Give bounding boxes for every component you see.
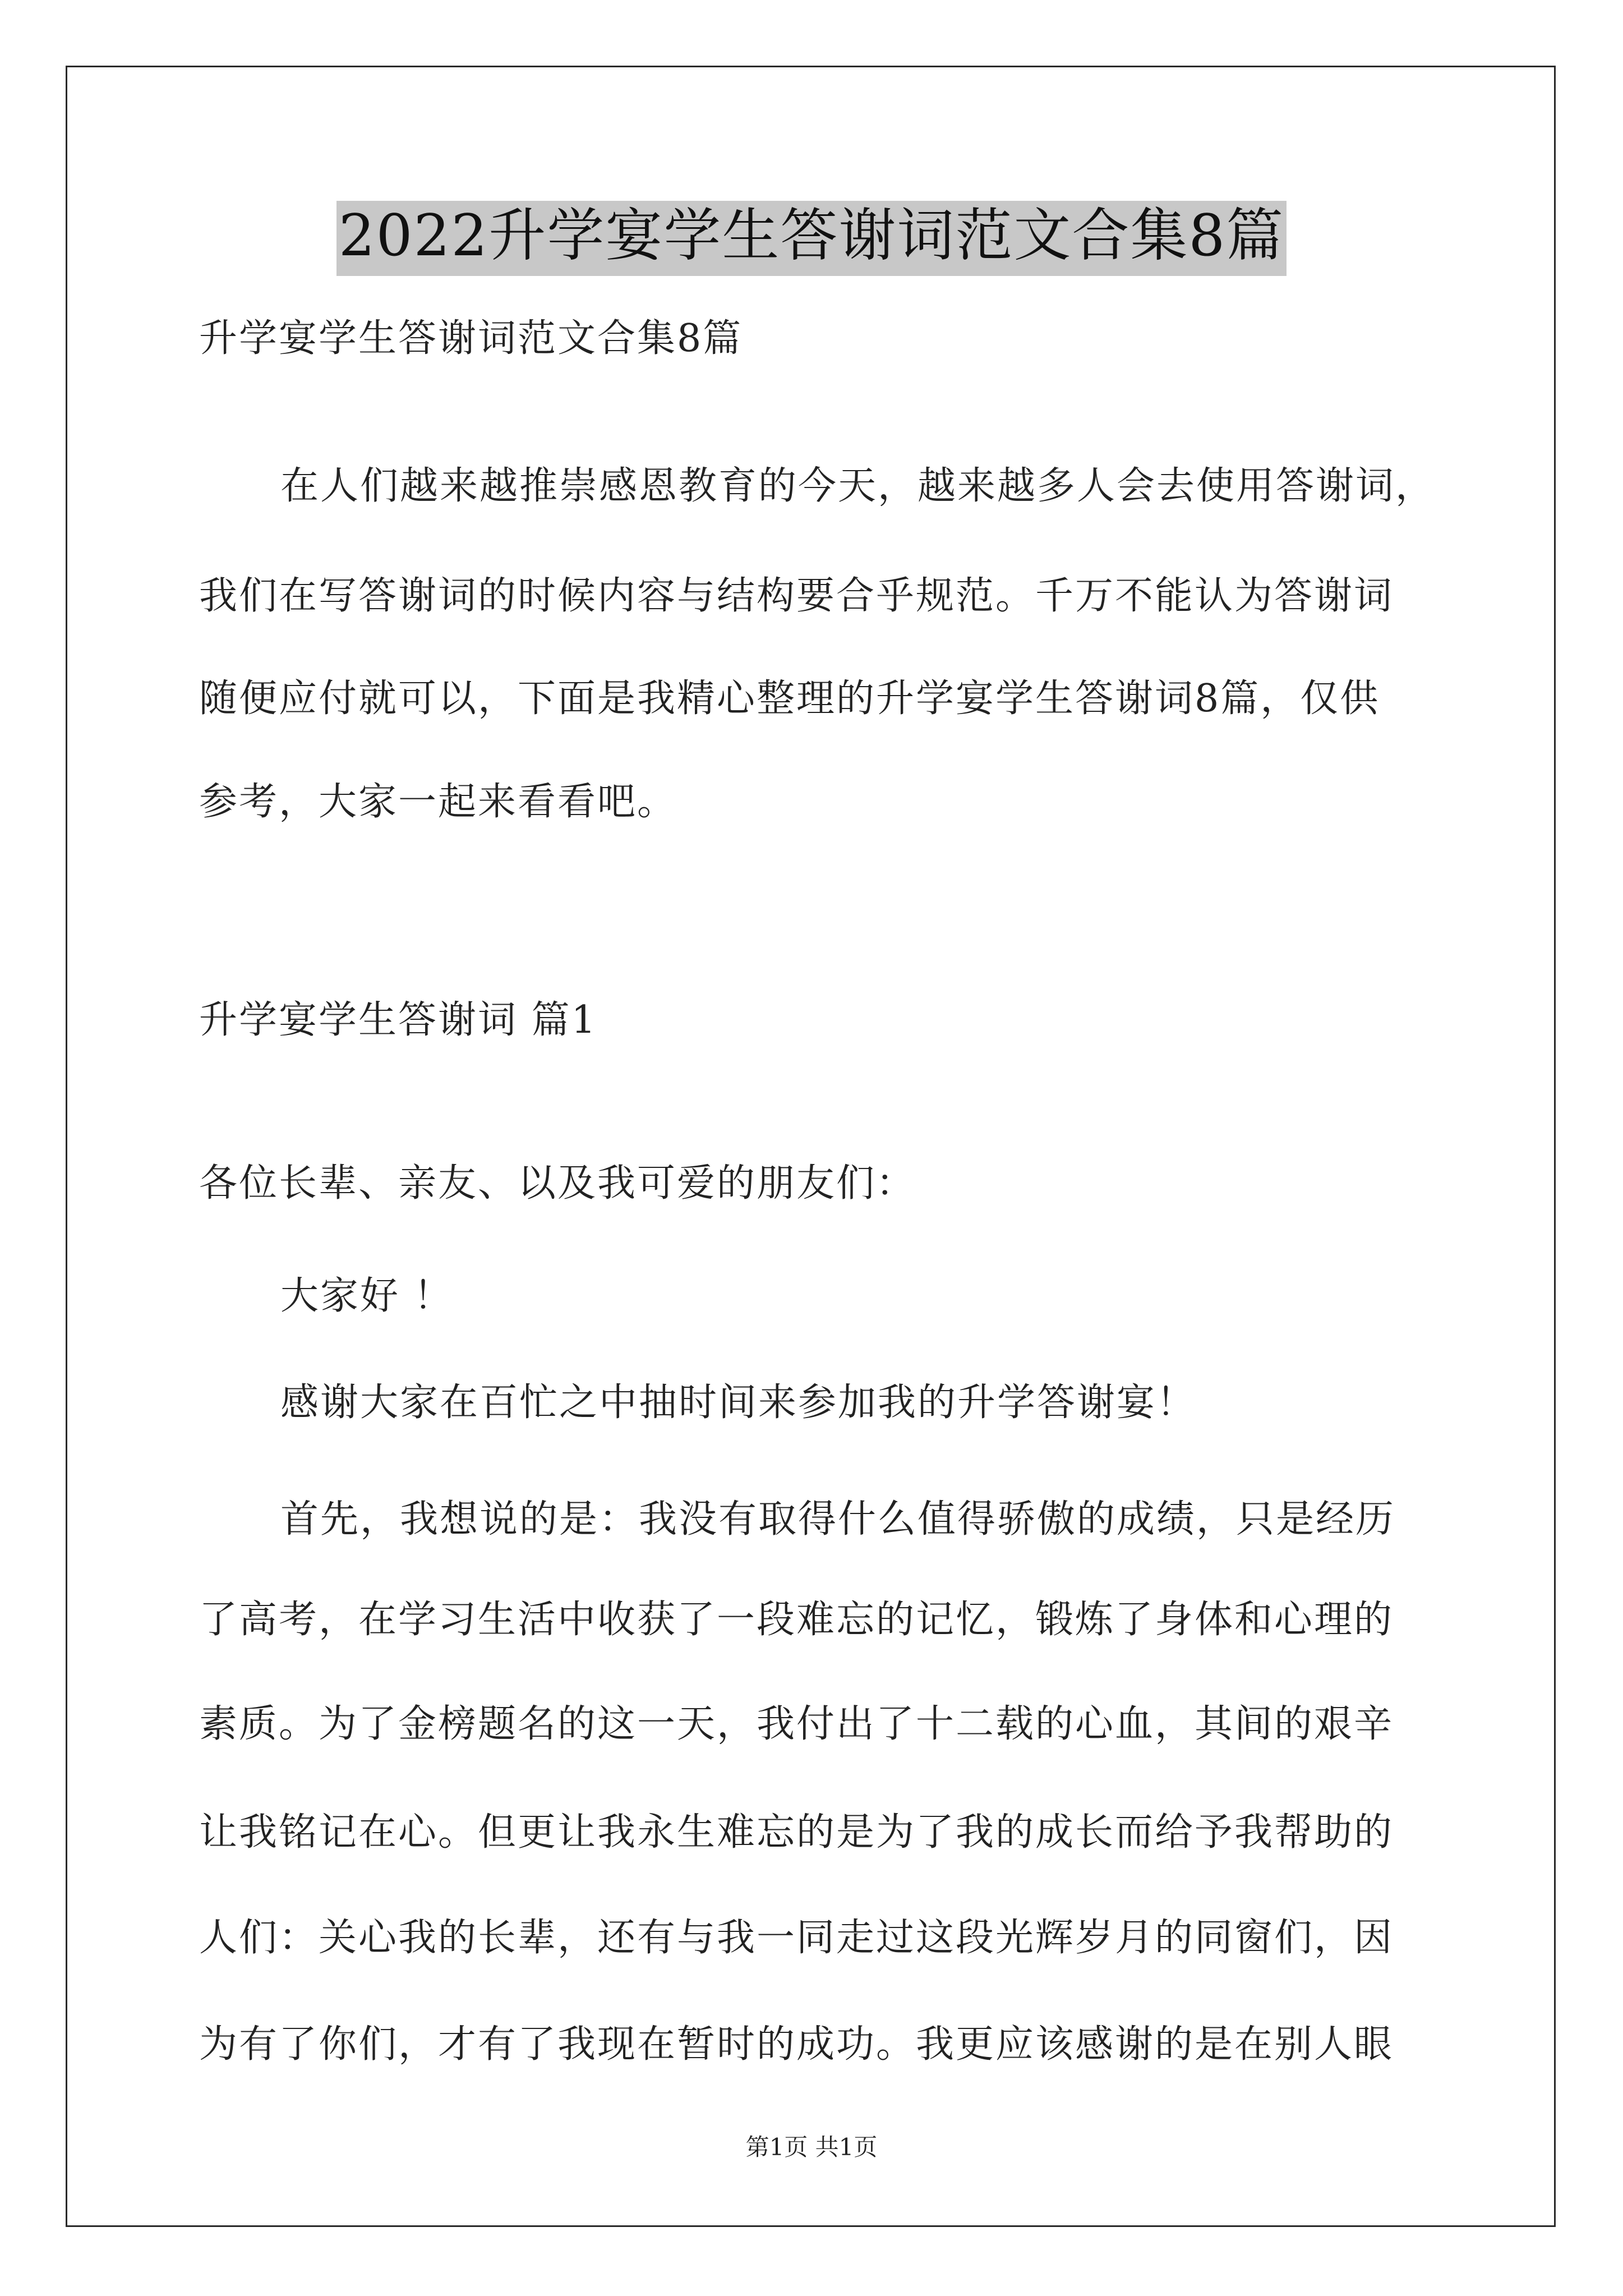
paragraph-line: 首先，我想说的是：我没有取得什么值得骄傲的成绩，只是经历 (280, 1497, 1396, 1542)
paragraph-line: 随便应付就可以，下面是我精心整理的升学宴学生答谢词8篇，仅供 (199, 677, 1380, 721)
page-footer: 第1页 共1页 (745, 2133, 878, 2161)
section-heading: 升学宴学生答谢词 篇1 (199, 998, 597, 1042)
page-border (66, 66, 1556, 2227)
subtitle-line: 升学宴学生答谢词范文合集8篇 (199, 316, 743, 361)
document-title: 2022升学宴学生答谢词范文合集8篇 (0, 201, 1623, 276)
greeting-line: 大家好 ！ (280, 1274, 454, 1318)
paragraph-line: 人们：关心我的长辈，还有与我一同走过这段光辉岁月的同窗们，因 (199, 1916, 1394, 1960)
paragraph-line: 参考，大家一起来看看吧。 (199, 780, 677, 824)
paragraph-line: 让我铭记在心。但更让我永生难忘的是为了我的成长而给予我帮助的 (199, 1810, 1394, 1855)
paragraph-line: 为有了你们，才有了我现在暂时的成功。我更应该感谢的是在别人眼 (199, 2022, 1394, 2067)
paragraph-line: 感谢大家在百忙之中抽时间来参加我的升学答谢宴！ (280, 1381, 1197, 1425)
paragraph-line: 了高考，在学习生活中收获了一段难忘的记忆，锻炼了身体和心理的 (199, 1598, 1394, 1642)
paragraph-line: 我们在写答谢词的时候内容与结构要合乎规范。千万不能认为答谢词 (199, 574, 1394, 618)
paragraph-line: 在人们越来越推崇感恩教育的今天，越来越多人会去使用答谢词， (280, 464, 1436, 508)
paragraph-line: 素质。为了金榜题名的这一天，我付出了十二载的心血，其间的艰辛 (199, 1702, 1394, 1746)
salutation-line: 各位长辈、亲友、以及我可爱的朋友们： (199, 1161, 916, 1205)
